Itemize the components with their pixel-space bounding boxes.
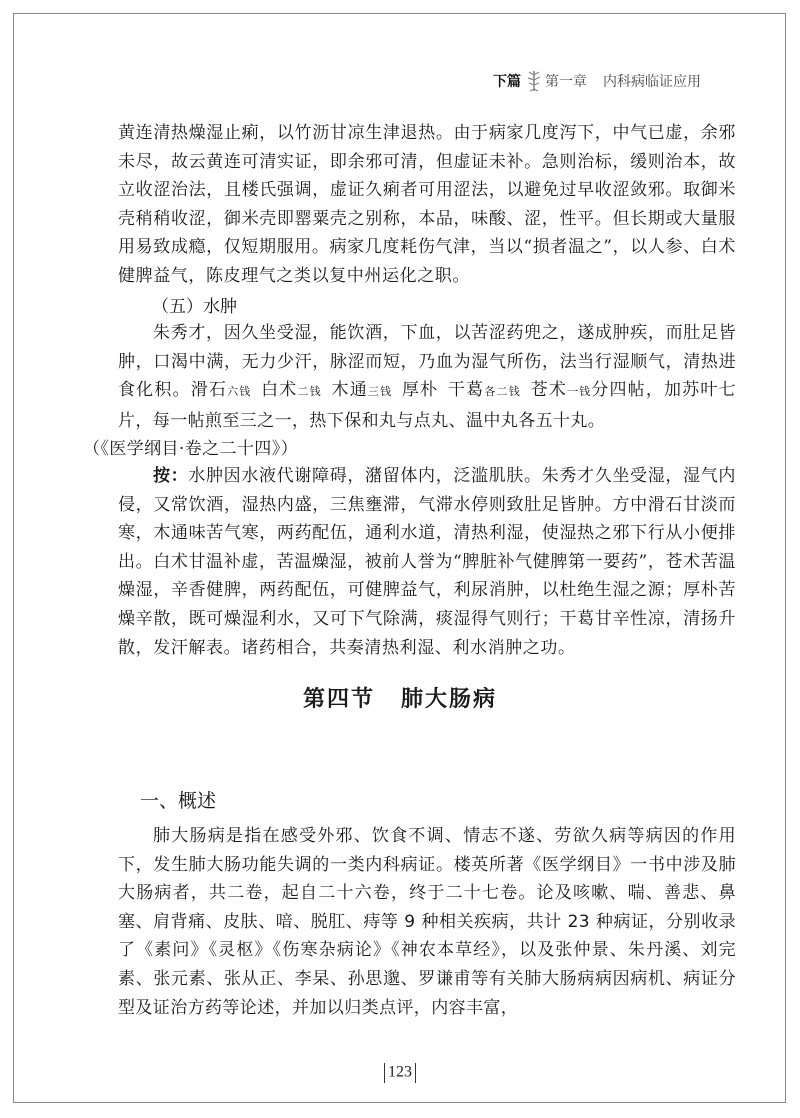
overview-paragraph: 肺大肠病是指在感受外邪、饮食不调、情志不遂、劳欲久病等病因的作用下，发生肺大肠功能失调的一类内科病证。楼英所著《医学纲目》一书中涉及肺大肠病者，共二卷，起自二十六卷，终于二十七卷。论及咳嗽、喘、善悲、鼻塞、肩背痛、皮肤、喑、脱肛、痔等 9 种相关疾病，共计 23 种病证，分别收录了《素问》《灵枢》《伤寒杂病论》《神农本草经》，以及张仲景、朱丹溪、刘完素、张元素、张从正、李杲、孙思邈、罗谦甫等有关肺大肠病病因病机、病证分型及证治方药等论述，并加以归类点评，内容丰富， <box>118 826 736 1018</box>
herb-item: 木通三钱 <box>330 380 393 401</box>
running-header <box>493 70 701 92</box>
commentary <box>118 462 736 662</box>
commentary-label: 按： <box>153 466 189 486</box>
herb-item: 白术二钱 <box>260 380 322 401</box>
herb-item: 厚朴 <box>401 380 439 401</box>
header-chapter-title: 内科病临证应用 <box>603 74 701 90</box>
section-number: 第四节 <box>302 686 375 712</box>
herb-item: 干葛各二钱 <box>447 380 521 401</box>
subheading-edema: （五）水肿 <box>152 297 237 317</box>
paragraph-continued: 黄连清热燥湿止痢，以竹沥甘凉生津退热。由于病家几度泻下，中气已虚，余邪未尽，故云黄连可清实证，即余邪可清，但虚证未补。急则治标，缓则治本，故立收涩治法，且楼氏强调，虚证久痢者可用涩法，以避免过早收涩敛邪。取御米壳稍稍收涩，御米壳即罂粟壳之别称，本品，味酸、涩，性平。但长期或大量服用易致成瘾，仅短期服用。病家几度耗伤气津，当以“损者温之”，以人参、白术健脾益气，陈皮理气之类以复中州运化之职。 <box>118 123 736 286</box>
section-title <box>0 682 800 713</box>
heading-overview: 一、概述 <box>140 790 217 812</box>
header-part-label: 下篇 <box>493 74 521 90</box>
herb-item: 苍术一钱 <box>529 380 592 401</box>
commentary-text: 水肿因水液代谢障碍，潴留体内，泛滥肌肤。朱秀才久坐受湿，湿气内侵，又常饮酒，湿热内盛，三焦壅滞，气滞水停则致肚足皆肿。方中滑石甘淡而寒，木通味苦气寒，两药配伍，通利水道，清热利湿，使湿热之邪下行从小便排出。白术甘温补虚，苦温燥湿，被前人誉为“脾脏补气健脾第一要药”，苍术苦温燥湿，辛香健脾，两药配伍，可健脾益气，利尿消肿，以杜绝生湿之源；厚朴苦燥辛散，既可燥湿利水，又可下气除满，痰湿得气则行；干葛甘辛性凉，清扬升散，发汗解表。诸药相合，共奏清热利湿、利水消肿之功。 <box>118 466 736 658</box>
bamboo-ornament-icon <box>525 70 543 92</box>
case-text-b: 分四帖，加苏叶七片，每一帖煎至三之一，热下保和丸与点丸、温中丸各五十丸。 <box>118 380 736 431</box>
case-source: （《医学纲目·卷之二十四》） <box>83 439 299 460</box>
header-chapter: 第一章 <box>545 74 587 90</box>
page-number: 123 <box>0 1063 800 1083</box>
herb-item: 滑石六钱 <box>190 380 252 401</box>
case-text-a: 朱秀才，因久坐受湿，能饮酒，下血，以苦涩药兜之，遂成肿疾，而肚足皆肿，口渴中满，无力少汗，脉涩而短，乃血为湿气所伤，法当行湿顺气，清热进食化积。 <box>118 323 736 401</box>
section-name: 肺大肠病 <box>401 686 498 712</box>
case-record <box>83 319 736 464</box>
